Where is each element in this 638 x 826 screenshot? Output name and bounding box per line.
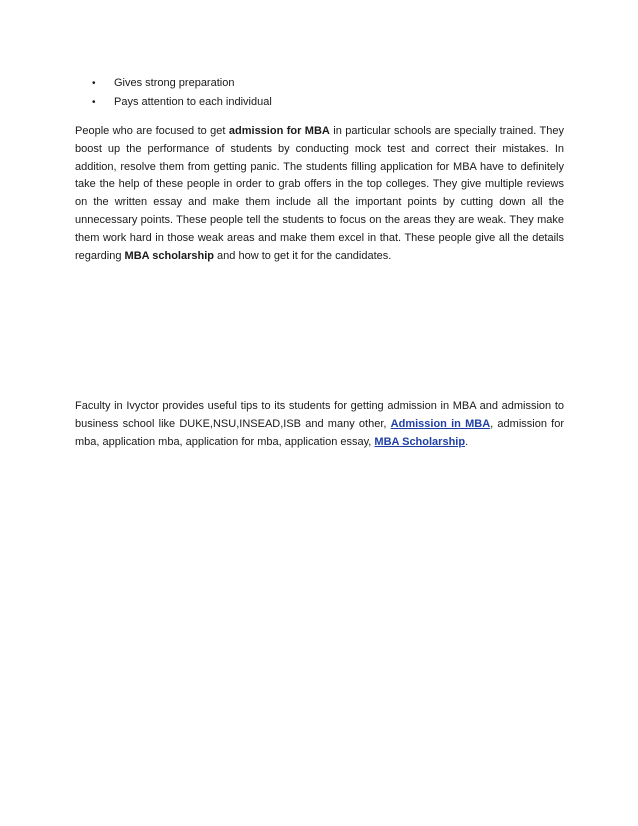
paragraph-text: Faculty in Ivyctor provides useful tips to its students for getting admission in MBA and admission to business school like DUKE,NSU,INSEAD,ISB and many other, [75, 400, 564, 430]
list-item-text: Pays attention to each individual [114, 96, 272, 108]
bullet-list [92, 74, 572, 112]
list-item [92, 93, 572, 112]
bullet-icon: • [92, 97, 96, 108]
mba-scholarship-link[interactable]: MBA Scholarship [374, 435, 466, 448]
paragraph-text: , admission for mba, application mba, application for mba, application essay, [75, 417, 565, 448]
paragraph-text: and how to get it for the candidates. [214, 249, 392, 262]
admission-in-mba-link[interactable]: Admission in MBA [390, 417, 491, 430]
bullet-icon: • [92, 78, 96, 89]
paragraph-text: in particular schools are specially trained. They boost up the performance of students by conducting mock test and correct their mistakes. In addition, resolve them from getting panic. The students filling application for MBA have to definitely take the help of these people in order to grab offers in the top colleges. They give multiple reviews on the written essay and make them include all the important points by cutting down all the unnecessary points. These people tell the students to focus on the areas they are weak. They make them work hard in those weak areas and make them excel in that. These people give all the details regarding [75, 125, 564, 262]
paragraph-text: . [465, 435, 469, 448]
paragraph-mba-training [75, 123, 564, 265]
bold-term: MBA scholarship [124, 249, 214, 262]
paragraph-faculty-tips [75, 398, 564, 451]
bold-term: admission for MBA [228, 125, 330, 137]
list-item-text: Gives strong preparation [114, 77, 235, 89]
paragraph-text: People who are focused to get [75, 125, 229, 137]
list-item [92, 74, 572, 93]
